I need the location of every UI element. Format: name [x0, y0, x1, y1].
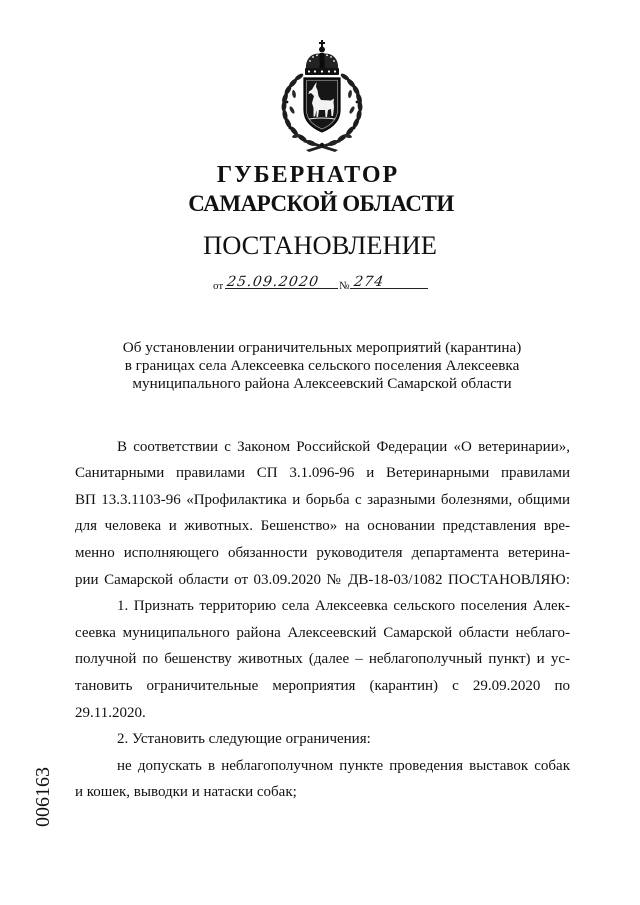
date-field: [225, 273, 338, 289]
body-line: ВП 13.3.1103-96 «Профилактика и борьба с заразными болезнями, общими: [75, 491, 570, 508]
side-registration-stamp: 006163: [32, 767, 54, 827]
subject-line: муниципального района Алексеевский Самарской области: [132, 375, 512, 392]
authority-title-line1: ГУБЕРНАТОР: [216, 162, 400, 188]
body-line: Санитарными правилами СП 3.1.096-96 и Ветеринарными правилами: [75, 465, 570, 482]
body-line: сеевка муниципального района Алексеевский Самарской области неблаго-: [75, 624, 570, 641]
samara-coat-of-arms-icon: [274, 40, 370, 152]
handwritten-number: 274: [352, 274, 386, 290]
emblem-crown: [305, 40, 339, 75]
body-line: 1. Признать территорию села Алексеевка сельского поселения Алек-: [117, 598, 570, 615]
preamble-paragraph: [75, 434, 570, 594]
body-line: 2. Установить следующие ограничения:: [117, 731, 371, 748]
body-line: В соответствии с Законом Российской Федерации «О ветеринарии»,: [117, 438, 570, 455]
body-line: 29.11.2020.: [75, 704, 146, 721]
body-line: получной по бешенству животных (далее – неблагополучный пункт) и ус-: [75, 651, 570, 668]
authority-title-line2: САМАРСКОЙ ОБЛАСТИ: [188, 191, 454, 216]
restriction-paragraph: [75, 753, 570, 806]
body-line: менно исполняющего обязанности руководителя департамента ветерина-: [75, 545, 570, 562]
document-subject: [4, 339, 640, 393]
document-type-heading: ПОСТАНОВЛЕНИЕ: [203, 230, 437, 260]
body-line: для человека и животных. Бешенство» на основании представления вре-: [75, 518, 570, 535]
date-prefix-label: от: [213, 280, 224, 292]
clause-2-paragraph: [75, 726, 570, 753]
document-body: [75, 434, 570, 806]
number-field: [350, 273, 428, 289]
body-line: рии Самарской области от 03.09.2020 № ДВ-18-03/1082 ПОСТАНОВЛЯЮ:: [75, 571, 570, 588]
body-line: тановить ограничительные мероприятия (карантин) с 29.09.2020 по: [75, 678, 570, 695]
subject-line: Об установлении ограничительных мероприятий (карантина): [122, 339, 522, 356]
emblem-ribbon: [303, 140, 341, 152]
body-line: не допускать в неблагополучном пункте проведения выставок собак: [117, 757, 570, 774]
subject-line: в границах села Алексеевка сельского поселения Алексеевка: [124, 357, 520, 374]
body-line: и кошек, выводки и натаски собак;: [75, 784, 297, 801]
clause-1-paragraph: [75, 593, 570, 726]
number-prefix-label: №: [339, 280, 350, 292]
handwritten-date: 25.09.2020: [225, 274, 321, 290]
